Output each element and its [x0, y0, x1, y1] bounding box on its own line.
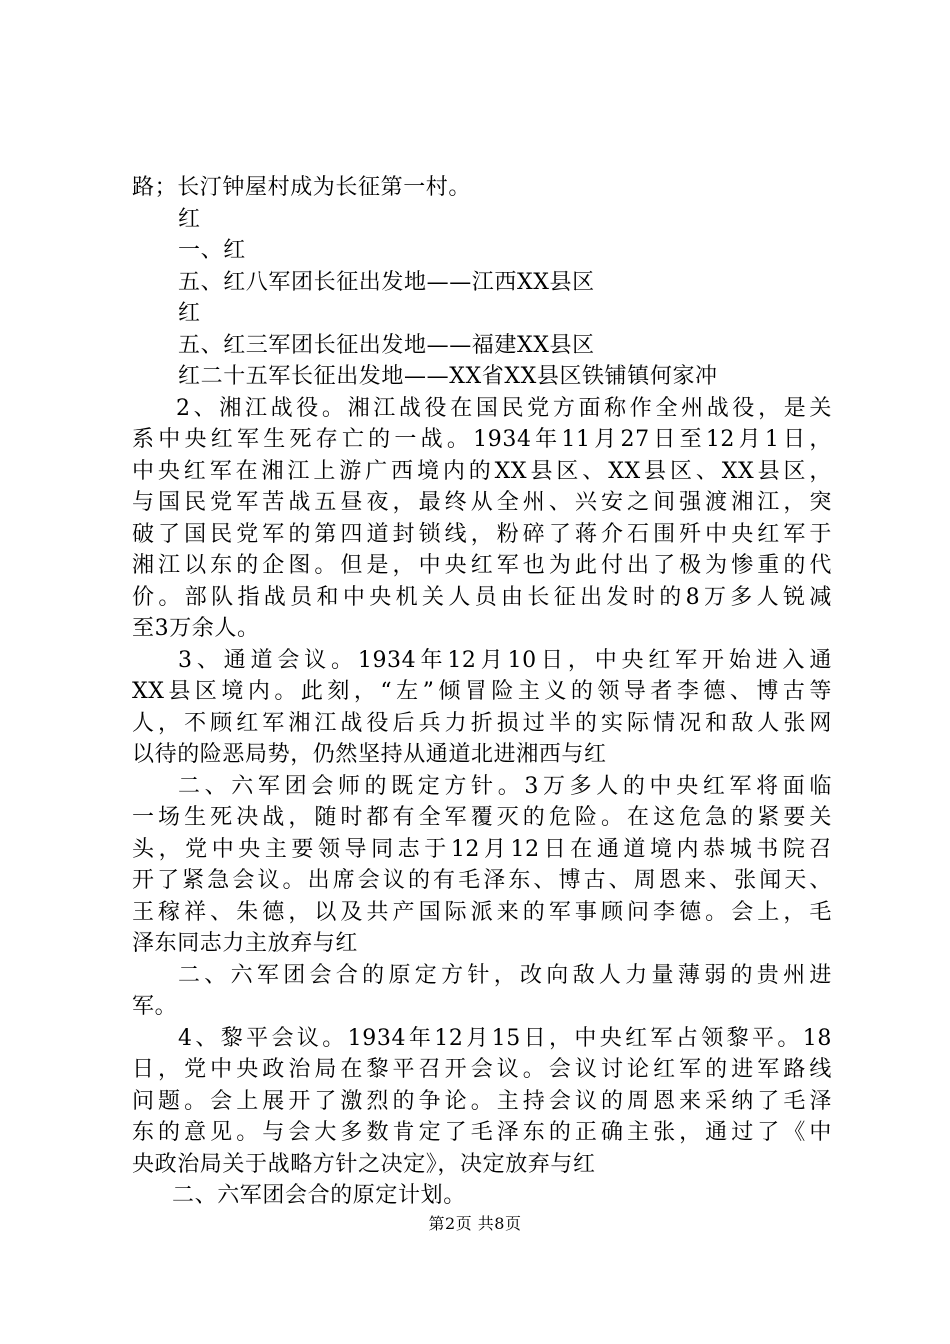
text-line: 价。部队指战员和中央机关人员由长征出发时的8万多人锐减 — [132, 584, 832, 610]
text-line: 中央红军在湘江上游广西境内的XX县区、XX县区、XX县区， — [132, 458, 832, 484]
text-line: 以待的险恶局势，仍然坚持从通道北进湘西与红 — [132, 742, 607, 767]
page-footer: 第2页 共8页 — [428, 1214, 522, 1233]
text-line: 破了国民党军的第四道封锁线，粉碎了蒋介石围歼中央红军于 — [132, 521, 832, 547]
text-line: 二、六军团会合的原定计划。 — [172, 1183, 466, 1208]
text-line: 二、六军团会合的原定方针，改向敌人力量薄弱的贵州进 — [178, 962, 832, 988]
text-line: 军。 — [132, 994, 178, 1019]
text-line: 央政治局关于战略方针之决定》，决定放弃与红 — [132, 1151, 596, 1177]
text-line: 人，不顾红军湘江战役后兵力折损过半的实际情况和敌人张网 — [132, 710, 832, 736]
text-line: 泽东同志力主放弃与红 — [132, 931, 359, 956]
text-line: 一、红 — [178, 238, 246, 263]
text-line: 王稼祥、朱德，以及共产国际派来的军事顾问李德。会上，毛 — [132, 899, 832, 925]
text-line: 系中央红军生死存亡的一战。1934年11月27日至12月1日， — [132, 427, 832, 452]
text-line: XX县区境内。此刻，“左”倾冒险主义的领导者李德、博古等 — [132, 679, 832, 704]
text-line: 红 — [178, 206, 201, 232]
text-line: 红二十五军长征出发地——XX省XX县区铁铺镇何家冲 — [178, 364, 718, 389]
text-line: 日，党中央政治局在黎平召开会议。会议讨论红军的进军路线 — [132, 1057, 832, 1082]
text-line: 与国民党军苦战五昼夜，最终从全州、兴安之间强渡湘江，突 — [132, 490, 832, 515]
text-line: 五、红八军团长征出发地——江西XX县区 — [178, 269, 595, 295]
text-line: 一场生死决战，随时都有全军覆灭的危险。在这危急的紧要关 — [132, 805, 832, 830]
text-line: 红 — [178, 301, 201, 326]
text-line: 五、红三军团长征出发地——福建XX县区 — [178, 332, 595, 358]
text-line: 湘江以东的企图。但是，中央红军也为此付出了极为惨重的代 — [132, 553, 832, 578]
text-line: 2、湘江战役。湘江战役在国民党方面称作全州战役，是关 — [176, 395, 832, 421]
text-line: 问题。会上展开了激烈的争论。主持会议的周恩来采纳了毛泽 — [132, 1088, 832, 1114]
text-line: 二、六军团会师的既定方针。3万多人的中央红军将面临 — [178, 773, 832, 799]
document-body — [132, 172, 832, 1212]
text-line: 3、通道会议。1934年12月10日，中央红军开始进入通 — [178, 647, 832, 673]
text-line: 东的意见。与会大多数肯定了毛泽东的正确主张，通过了《中 — [132, 1120, 832, 1145]
text-line: 至3万余人。 — [132, 616, 260, 641]
text-line: 路；长汀钟屋村成为长征第一村。 — [132, 175, 472, 200]
text-line: 头，党中央主要领导同志于12月12日在通道境内恭城书院召 — [132, 836, 832, 862]
text-line: 4、黎平会议。1934年12月15日，中央红军占领黎平。18 — [178, 1025, 832, 1051]
text-line: 开了紧急会议。出席会议的有毛泽东、博古、周恩来、张闻天、 — [132, 868, 832, 893]
